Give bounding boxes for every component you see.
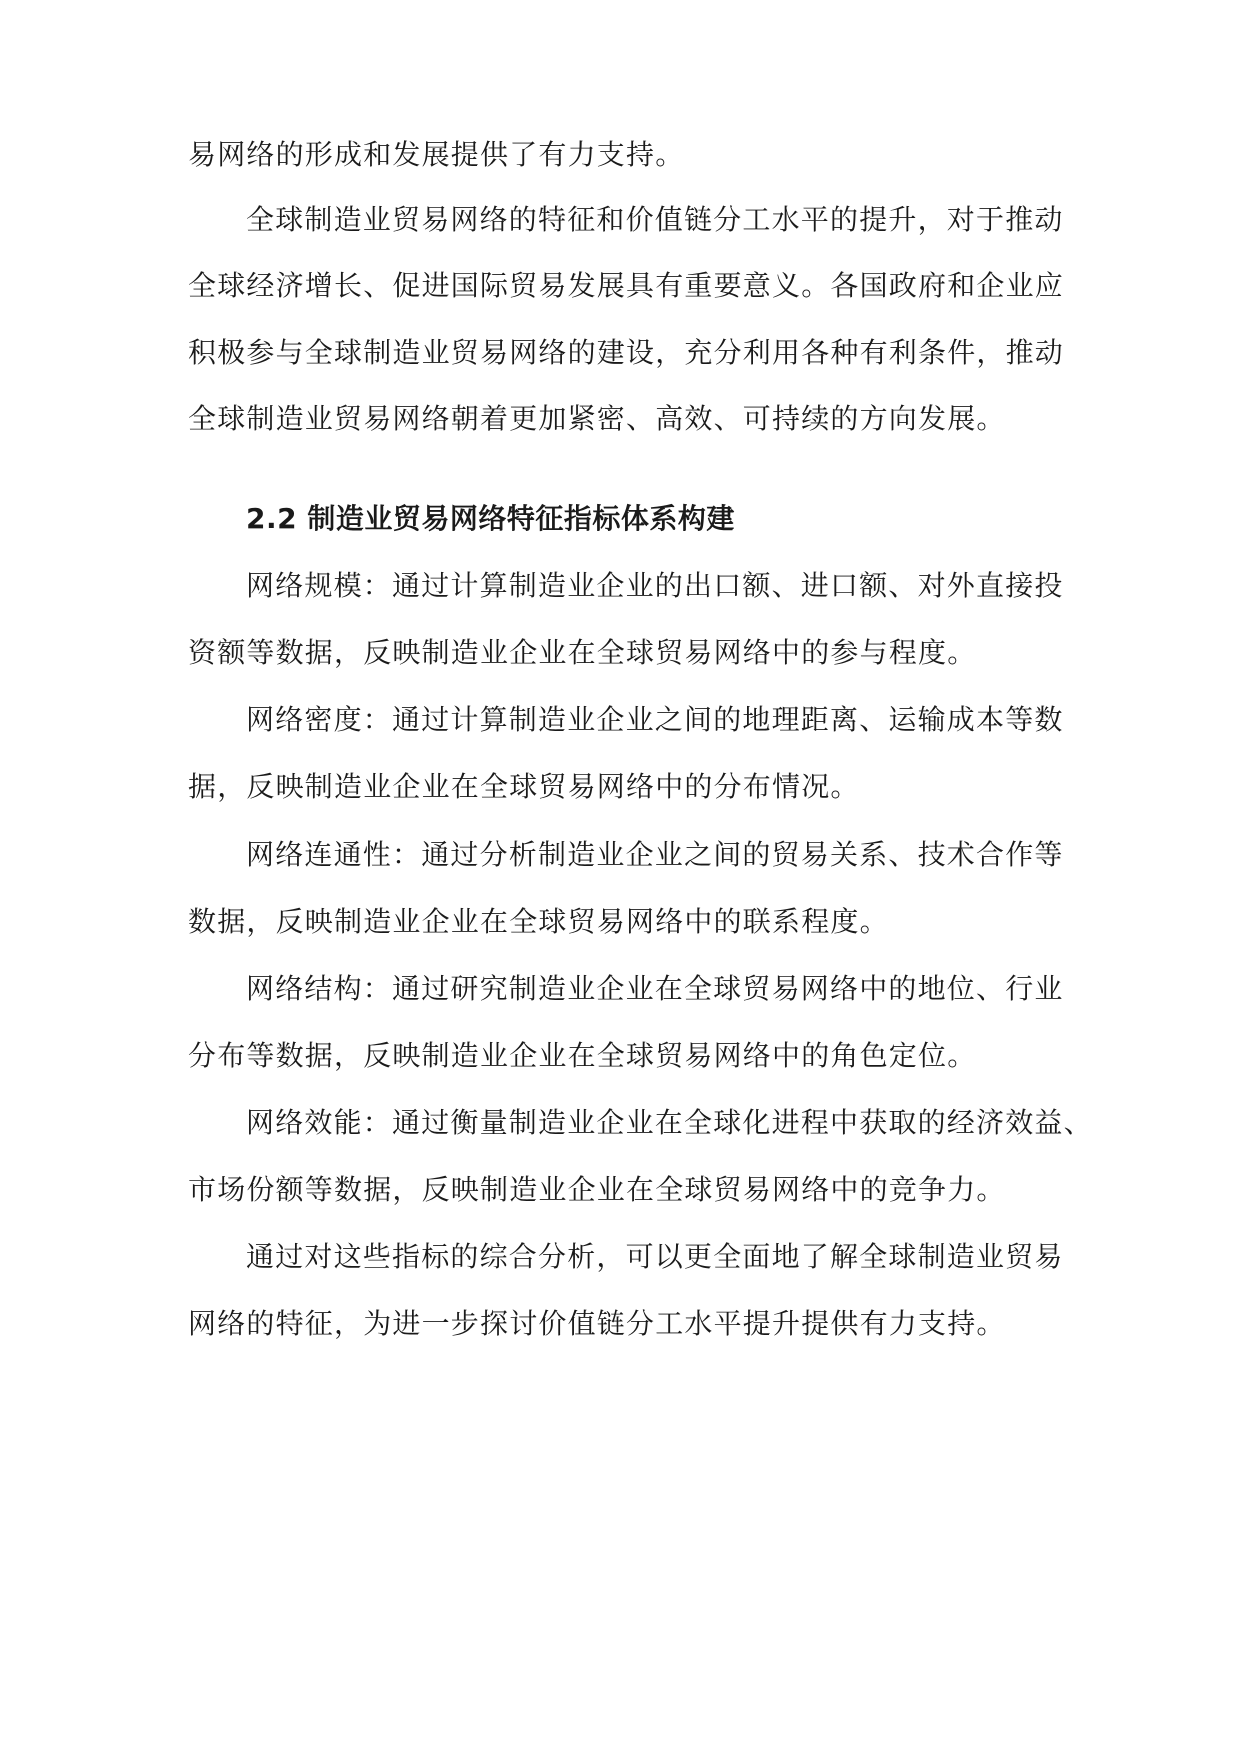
paragraph-line: 通过对这些指标的综合分析，可以更全面地了解全球制造业贸易 (246, 1240, 1064, 1273)
paragraph-line: 积极参与全球制造业贸易网络的建设，充分利用各种有利条件，推动 (188, 336, 1065, 369)
section-heading: 2.2 制造业贸易网络特征指标体系构建 (246, 502, 735, 535)
paragraph-line: 全球经济增长、促进国际贸易发展具有重要意义。各国政府和企业应 (188, 269, 1065, 302)
paragraph-line: 资额等数据，反映制造业企业在全球贸易网络中的参与程度。 (188, 636, 977, 669)
paragraph-line: 网络效能：通过衡量制造业企业在全球化进程中获取的经济效益、 (246, 1106, 1093, 1139)
paragraph-line: 网络密度：通过计算制造业企业之间的地理距离、运输成本等数 (246, 703, 1064, 736)
paragraph-line: 全球制造业贸易网络的特征和价值链分工水平的提升，对于推动 (246, 203, 1064, 236)
paragraph-line: 分布等数据，反映制造业企业在全球贸易网络中的角色定位。 (188, 1039, 977, 1072)
paragraph-line: 据，反映制造业企业在全球贸易网络中的分布情况。 (188, 770, 860, 803)
paragraph-line: 全球制造业贸易网络朝着更加紧密、高效、可持续的方向发展。 (188, 402, 1006, 435)
paragraph-line: 市场份额等数据，反映制造业企业在全球贸易网络中的竞争力。 (188, 1173, 1006, 1206)
paragraph-line: 易网络的形成和发展提供了有力支持。 (188, 138, 685, 171)
paragraph-line: 网络结构：通过研究制造业企业在全球贸易网络中的地位、行业 (246, 972, 1064, 1005)
paragraph-line: 网络规模：通过计算制造业企业的出口额、进口额、对外直接投 (246, 569, 1064, 602)
paragraph-line: 网络连通性：通过分析制造业企业之间的贸易关系、技术合作等 (246, 838, 1064, 871)
paragraph-line: 数据，反映制造业企业在全球贸易网络中的联系程度。 (188, 905, 889, 938)
paragraph-line: 网络的特征，为进一步探讨价值链分工水平提升提供有力支持。 (188, 1307, 1006, 1340)
